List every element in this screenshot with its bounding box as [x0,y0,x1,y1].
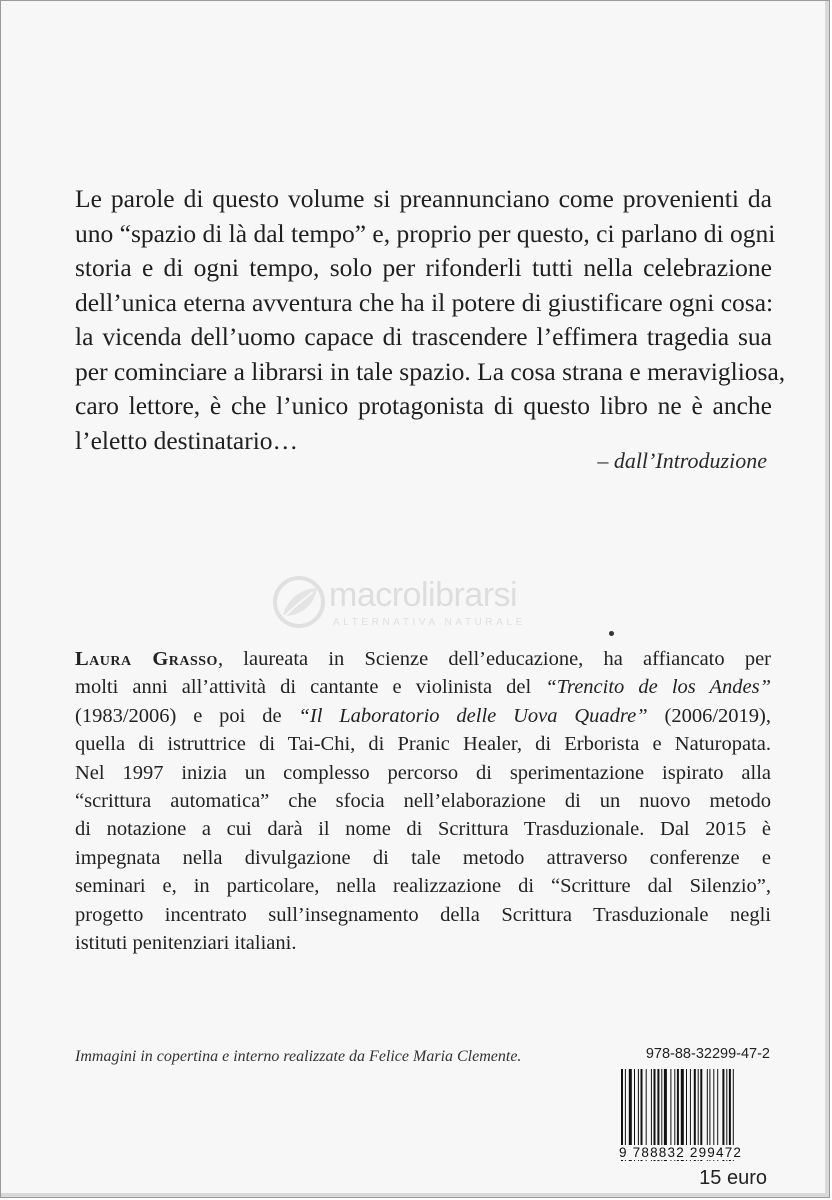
bio-text: , laureata in Scienze dell’educazione, ha affiancato per [217,648,771,670]
bio-line: istituti penitenziari italiani. [75,932,297,955]
blurb-text [75,182,786,458]
bio-line: “scrittura automatica” che sfocia nell’elaborazione di un nuovo metodo [75,790,771,813]
blurb-line: la vicenda dell’uomo capace di trascendere l’effimera tragedia sua [75,322,772,351]
band-name: “Il Laboratorio delle Uova Quadre” [298,704,648,727]
bio-line: quella di istruttrice di Tai-Chi, di Pranic Healer, di Erborista e Naturopata. [75,733,771,756]
watermark-name: macrolibrarsi [329,576,518,614]
bio-line: progetto incentrato sull’insegnamento della Scrittura Trasduzionale negli [75,903,771,926]
barcode-digits: 9 788832 299472 [619,1145,775,1160]
bio-line [75,673,771,701]
blurb-line: per cominciare a librarsi in tale spazio. La cosa strana e meravigliosa, [75,356,786,386]
blurb-line: storia e di ogni tempo, solo per rifonderli tutti nella celebrazione [75,253,772,282]
band-name: “Trencito de los Andes” [545,676,771,699]
bio-text: (1983/2006) e poi de [75,704,299,727]
blurb-line: uno “spazio di là dal tempo” e, proprio per questo, ci parlano di ogni [75,218,776,248]
print-speck [609,631,614,636]
author-bio [75,645,771,957]
bio-line: seminari e, in particolare, nella realizzazione di “Scritture dal Silenzio”, [75,875,771,898]
watermark-tagline: ALTERNATIVA NATURALE [333,617,526,628]
bio-line [75,702,771,730]
bio-line: impegnata nella divulgazione di tale metodo attraverso conferenze e [75,846,771,869]
blurb-attribution: – dall’Introduzione [597,448,767,473]
blurb-line: caro lettore, è che l’unico protagonista di questo libro ne è anche [75,391,772,420]
watermark-logo [271,574,591,634]
blurb-line: dell’unica eterna avventura che ha il potere di giustificare ogni cosa: [75,287,774,317]
bio-text: molti anni all’attività di cantante e violinista del [75,676,546,699]
image-credits: Immagini in copertina e interno realizzate da Felice Maria Clemente. [75,1048,522,1065]
price: 15 euro [699,1167,767,1189]
bio-line [75,645,771,673]
bio-text: (2006/2019), [647,704,771,727]
blurb-line: l’eletto destinatario… [75,425,299,455]
bio-line: di notazione a cui darà il nome di Scrittura Trasduzionale. Dal 2015 è [75,818,771,841]
leaf-icon [271,574,327,630]
author-name: Laura Grasso [75,648,218,670]
isbn-number: 978-88-32299-47-2 [645,1046,770,1062]
blurb-line: Le parole di questo volume si preannunciano come provenienti da [75,184,772,213]
bio-line: Nel 1997 inizia un complesso percorso di sperimentazione ispirato alla [75,761,771,784]
